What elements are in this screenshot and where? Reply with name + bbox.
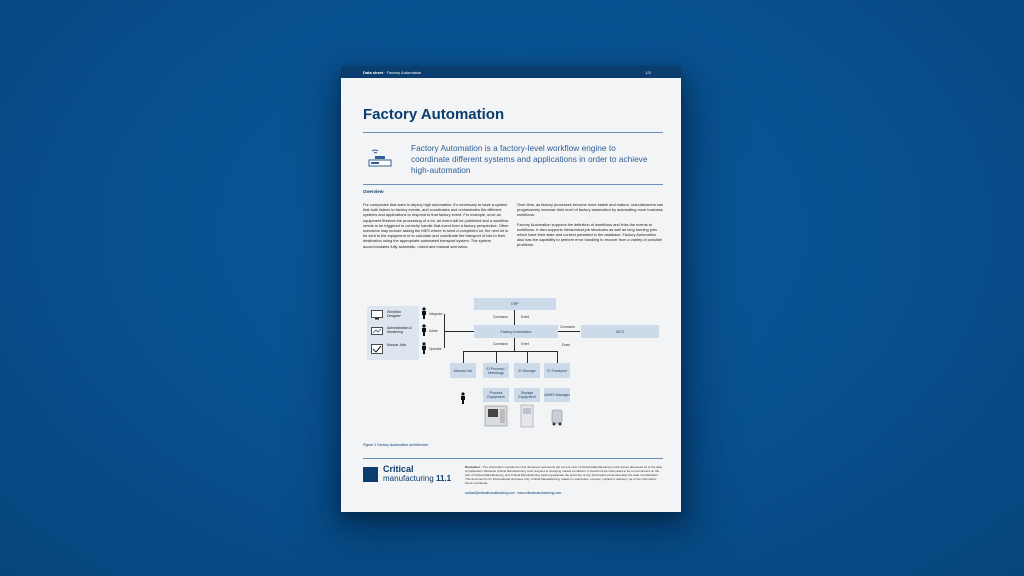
hero-statement: Factory Automation is a factory-level workflow engine to coordinate different systems and applications in order to achieve high-automation (411, 143, 648, 175)
connector-line (463, 351, 558, 352)
connector-line (514, 310, 515, 325)
person-label: Operator (429, 347, 442, 351)
footer-divider (363, 458, 663, 459)
header-doc-label: Data sheet · Factory Automation (363, 70, 422, 75)
figure-caption: Figure 1 Factory Automation architecture (363, 443, 428, 447)
role-label: Administration & Monitoring (387, 326, 412, 334)
person-label: Admin (429, 329, 439, 333)
text-column-right (517, 202, 664, 252)
person-icon (421, 324, 427, 336)
connector-line (444, 331, 474, 332)
contact-line: contact@criticalmanufacturing.com · www.criticalmanufacturing.com (465, 491, 562, 495)
event-label: Event (521, 315, 530, 319)
title-divider (363, 132, 663, 133)
event-label: Event (521, 342, 530, 346)
ei-storage-box: EI Storage (514, 363, 540, 378)
command-label: Command (560, 325, 575, 329)
mcs-box: MCS (581, 325, 659, 338)
paragraph: Over time, as factory processes become more stable and mature, manufacturers can progressively increase their level of factory automation by automating more business workflows. (517, 202, 664, 218)
paragraph: For companies that want to deploy high automation, it's necessary to have a system that both listens to factory events, and coordinates and orchestrates the different systems and applications to respond to that factory event. For example, once an equipment finishes the processing of a lot, an event will be published and a workflow needs to be triggered to correctly handle that event from a factory perspective. Other scenarios may include asking the MES where to send a completed lot, the next lot to be sent to the equipment or to calculate and coordinate the transport of lots to their destination using the appropriate automated transport system. The system accommodates fully automatic, mixed and manual scenarios. (363, 202, 509, 249)
connector-line (557, 351, 558, 363)
page-header-bar (341, 66, 681, 78)
storage-cabinet-icon (520, 404, 534, 428)
command-label: Command (493, 315, 508, 319)
role-label: Workflow Designer (387, 310, 401, 318)
amhs-manager-box: AMHS Manager (544, 388, 570, 402)
connector-line (496, 351, 497, 363)
factory-automation-box (474, 325, 558, 338)
connector-line (527, 351, 528, 363)
automation-machine-icon (367, 148, 393, 170)
section-heading: Overview (363, 189, 384, 194)
event-label: Event (562, 343, 571, 347)
amhs-robot-icon (550, 408, 564, 426)
process-equipment-box: Process Equipment (483, 388, 509, 402)
person-icon (421, 342, 427, 354)
connector-line (463, 351, 464, 363)
dashboard-icon (371, 327, 383, 337)
page-title: Factory Automation (363, 106, 505, 123)
ei-transport-box: EI Transport (544, 363, 570, 378)
connector-line (558, 331, 580, 332)
process-machine-icon (484, 405, 508, 427)
ei-process-box: EI Process / Metrology (483, 363, 509, 378)
person-icon (421, 307, 427, 319)
company-logo-mark (363, 467, 378, 482)
monitor-icon (371, 310, 383, 320)
header-page-number: 1/2 (645, 70, 651, 75)
checkbox-icon (371, 344, 383, 354)
company-logo: Critical manufacturing 11.1 (383, 464, 452, 483)
datasheet-page (341, 66, 681, 512)
command-label: Command (493, 342, 508, 346)
connector-line (514, 338, 515, 351)
person-label: Integrator (429, 312, 443, 316)
manual-job-box: Manual Job (450, 363, 476, 378)
text-column-left (363, 202, 510, 253)
factory-automation-label: Factory Automation (500, 329, 532, 334)
storage-equipment-box: Storage Equipment (514, 388, 540, 402)
erp-box: ERP (474, 298, 556, 310)
role-label: Manual Jobs (387, 343, 407, 347)
hero-divider (363, 184, 663, 185)
person-icon (460, 392, 466, 404)
paragraph: Factory Automation supports the definition of workflows and links the events to workflows. It also supports hierarchical job structures as well as long running jobs which have their state and context persisted in the database. Factory Automation also has the capability to perform error handling to recover from a variety of possible problems. (517, 221, 662, 248)
disclaimer-text: Disclaimer - The information contained in this document represents the current view of Critical Manufacturing on the issues discussed as of the date of publication. Because Critical Manufacturing must respond to changing market conditions, it should not be interpreted to be a commitment on the part of Critical Manufacturing, and Critical Manufacturing cannot guarantee the accuracy of any information presented after the date of publication. This document is for informational purposes only. Critical Manufacturing makes no warranties, express, implied or statutory, as to the information herein contained. (465, 465, 663, 485)
